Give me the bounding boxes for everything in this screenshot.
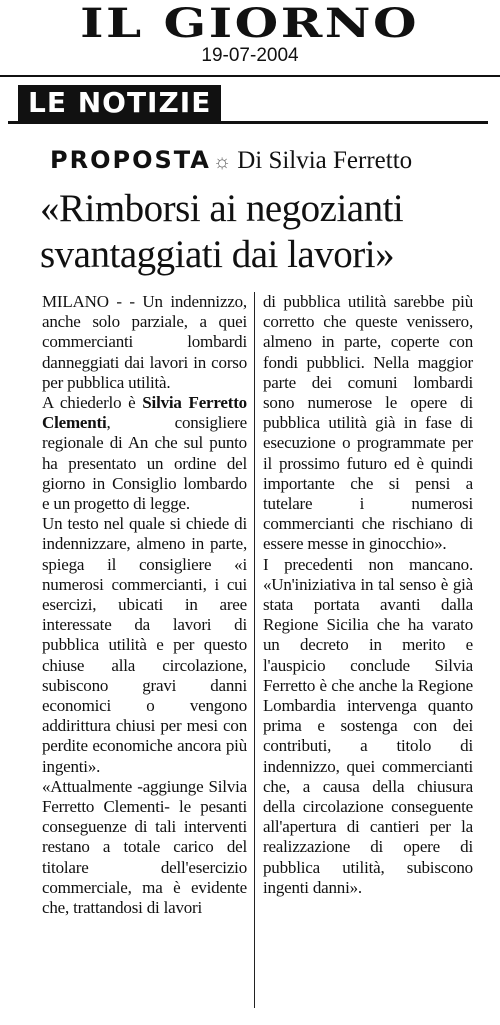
headline-line: «Rimborsi ai negozianti <box>40 187 404 230</box>
paragraph-rest: , consigliere regionale di An che sul punto ha presentato un ordine del giorno in Consiglio lombardo e un progetto di legge. <box>42 413 247 514</box>
issue-date: 19-07-2004 <box>201 45 299 66</box>
section-band <box>8 85 488 124</box>
kicker-row <box>50 146 480 180</box>
paragraph: «Attualmente -aggiunge Silvia Ferretto Clementi- le pesanti conseguenze di tali interventi restano a totale carico del titolare dell'esercizio commerciale, ma è evidente che, trattandosi di lavori <box>42 776 247 918</box>
paragraph: MILANO - - Un indennizzo, anche solo parziale, a quei commercianti lombardi danneggiati dai lavori in corso per pubblica utilità. <box>42 292 247 392</box>
paragraph: di pubblica utilità sarebbe più corretto che queste venissero, almeno in parte, coperte con fondi pubblici. Nella maggior parte dei comuni lombardi sono numerose le opere di pubblica utilità già in fase di esecuzione o programmate per il prossimo futuro ed è quindi importante che si pensi a tutelare i numerosi commercianti che rischiano di essere messe in ginocchio». <box>263 292 473 554</box>
column-divider <box>254 292 255 1008</box>
headline-line: svantaggiati dai lavori» <box>40 233 395 276</box>
paragraph: Un testo nel quale si chiede di indennizzare, almeno in parte, spiega il consigliere «i numerosi commercianti, i cui esercizi, ubicati in aree interessate da lavori di pubblica utilità e per questo chiuse alla circolazione, subiscono gravi danni economici o vengono addirittura chiusi per mesi con perdite economiche ancora più ingenti». <box>42 514 247 776</box>
paragraph <box>42 393 247 514</box>
article-column-left <box>42 292 247 918</box>
masthead <box>0 0 500 78</box>
person-name: Silvia Ferretto Clementi <box>42 393 247 433</box>
newspaper-name: IL GIORNO <box>80 0 420 47</box>
sun-icon: ☼ <box>212 151 232 173</box>
kicker: PROPOSTA <box>50 146 211 174</box>
article-column-right <box>263 292 473 898</box>
headline <box>40 186 488 278</box>
section-label: LE NOTIZIE <box>18 85 221 121</box>
masthead-rule <box>0 75 500 77</box>
paragraph-lead: A chiederlo è <box>42 393 136 413</box>
byline: Di Silvia Ferretto <box>237 147 413 174</box>
paragraph: I precedenti non mancano. «Un'iniziativa in tal senso è già stata portata avanti dalla Regione Sicilia che ha varato un decreto in merito e l'auspicio conclude Silvia Ferretto è che anche la Regione Lombardia intervenga quanto prima e sostenga con dei contributi, a titolo di indennizzo, quei commercianti che, a causa della chiusura della circolazione conseguente all'apertura di cantieri per la realizzazione di opere di pubblica utilità, subiscono ingenti danni». <box>263 554 473 897</box>
